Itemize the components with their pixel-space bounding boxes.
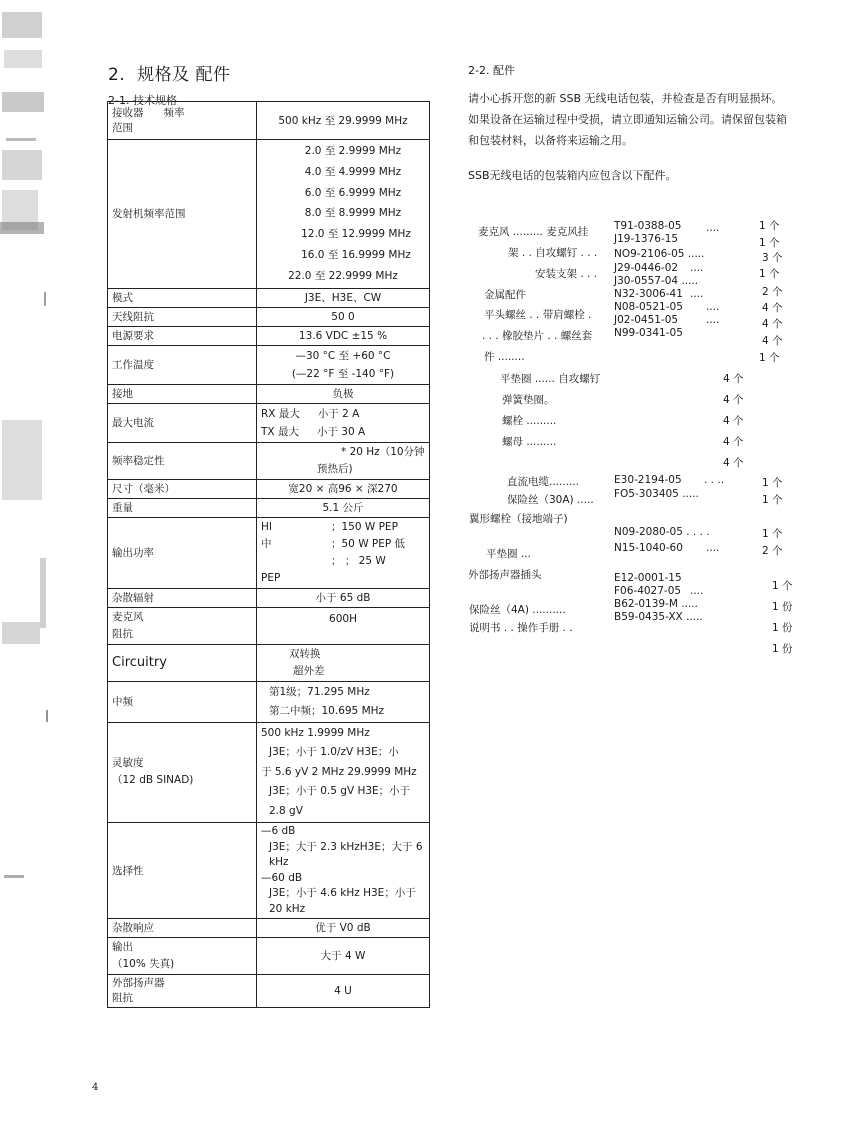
leader-dots: ....: [706, 314, 720, 326]
part-number: B59-0435-XX .....: [614, 611, 703, 623]
spec-value-ant: 50 0: [257, 307, 430, 326]
qty: 4 个: [723, 394, 744, 406]
part-number: NO9-2106-05 .....: [614, 248, 705, 260]
spec-label-mode: 模式: [108, 288, 257, 307]
qty: 2 个: [762, 545, 783, 557]
section-title: [108, 60, 231, 85]
spec-label-spk: 外部扬声器 阻抗: [108, 975, 257, 1008]
qty: 1 个: [762, 528, 783, 540]
qty: 4 个: [723, 373, 744, 385]
spec-value-ground: 负极: [257, 384, 430, 403]
qty: 3 个: [762, 252, 783, 264]
section-title-text: 规格及 配件: [137, 65, 231, 85]
part-number: E30-2194-05: [614, 474, 682, 486]
leader-dots: . . ..: [704, 474, 725, 486]
qty: 1 个: [772, 580, 793, 592]
spec-value-if: 第1级；71.295 MHz 第二中频；10.695 MHz: [257, 681, 430, 722]
unpack-para-2: 如果设备在运输过程中受损，请立即通知运输公司。请保留包装箱: [468, 113, 787, 126]
spec-value-spur: 小于 65 dB: [257, 588, 430, 607]
unpack-para-1: 请小心拆开您的新 SSB 无线电话包装，并检查是否有明显损坏。: [468, 92, 783, 105]
qty: 1 个: [759, 352, 780, 364]
qty: 1 个: [759, 237, 780, 249]
spec-label-weight: 重量: [108, 498, 257, 517]
acc-item: 金属配件: [484, 289, 526, 301]
spec-value-weight: 5.1 公斤: [257, 498, 430, 517]
spec-value-freq: 500 kHz 至 29.9999 MHz: [257, 102, 430, 140]
qty: 1 个: [762, 477, 783, 489]
part-number: B62-0139-M .....: [614, 598, 698, 610]
spec-label-spur: 杂散辐射: [108, 588, 257, 607]
page-number: 4: [92, 1082, 99, 1093]
part-number: N08-0521-05: [614, 301, 683, 313]
unpack-para-3: 和包装材料，以备将来运输之用。: [468, 134, 633, 147]
spec-table: [107, 101, 430, 1008]
qty: 4 个: [723, 457, 744, 469]
leader-dots: ....: [706, 222, 720, 234]
part-number: N09-2080-05 . . . .: [614, 526, 710, 538]
leader-dots: ....: [690, 262, 704, 274]
qty: 1 份: [772, 622, 793, 634]
qty: 4 个: [762, 302, 783, 314]
spec-label-size: 尺寸（毫米）: [108, 479, 257, 498]
part-number: J29-0446-02: [614, 262, 679, 274]
acc-item: 直流电缆.........: [507, 476, 580, 488]
acc-item: 外部扬声器插头: [468, 569, 542, 581]
spec-value-tx: 2.0 至 2.9999 MHz 4.0 至 4.9999 MHz 6.0 至 6.9999 MHz 8.0 至 8.9999 MHz 12.0 至 12.9999 MHz 16.0 至 16.9999 MHz 22.0 至 22.9999 MHz: [257, 140, 430, 289]
spec-value-aout: 大于 4 W: [257, 938, 430, 975]
acc-item: 弹簧垫圈。: [502, 394, 555, 406]
part-number: T91-0388-05: [614, 220, 682, 232]
spec-label-mic: 麦克风 阻抗: [108, 607, 257, 644]
spec-label-current: 最大电流: [108, 403, 257, 442]
part-number: N99-0341-05: [614, 327, 683, 339]
acc-item: 螺栓 .........: [502, 415, 557, 427]
spec-label-stab: 频率稳定性: [108, 442, 257, 479]
spec-label-ground: 接地: [108, 384, 257, 403]
leader-dots: ....: [690, 585, 704, 597]
part-number: F06-4027-05: [614, 585, 682, 597]
spec-label-spurresp: 杂散响应: [108, 919, 257, 938]
qty: 1 个: [762, 494, 783, 506]
spec-value-mic: 600H: [257, 607, 430, 644]
spec-value-sel: —6 dB J3E；大于 2.3 kHzH3E；大于 6 kHz —60 dB J3E；小于 4.6 kHz H3E；小于 20 kHz: [257, 823, 430, 919]
spec-value-power: 13.6 VDC ±15 %: [257, 326, 430, 345]
qty: 4 个: [762, 318, 783, 330]
spec-value-temp: —30 °C 至 +60 °C (—22 °F 至 -140 °F): [257, 345, 430, 384]
qty: 1 个: [759, 268, 780, 280]
spec-value-output: HI ；150 W PEP 中 ；50 W PEP 低 ； ； 25 W PEP: [257, 517, 430, 588]
part-number: FO5-303405 .....: [614, 488, 699, 500]
acc-item: 安装支架 . . .: [535, 268, 598, 280]
spec-value-spurresp: 优于 V0 dB: [257, 919, 430, 938]
qty: 1 份: [772, 601, 793, 613]
qty: 1 份: [772, 643, 793, 655]
spec-value-mode: J3E、H3E、CW: [257, 288, 430, 307]
acc-item: . . . 橡胶垫片 . . 螺丝套: [482, 330, 593, 342]
acc-item: 件 ........: [484, 351, 525, 363]
spec-value-spk: 4 U: [257, 975, 430, 1008]
accessories-title: 2-2. 配件: [468, 64, 515, 77]
qty: 4 个: [723, 415, 744, 427]
part-number: J19-1376-15: [614, 233, 679, 245]
spec-value-current: RX 最大 小于 2 A TX 最大 小于 30 A: [257, 403, 430, 442]
spec-label-if: 中频: [108, 681, 257, 722]
spec-label-sel: 选择性: [108, 823, 257, 919]
part-number: N15-1040-60: [614, 542, 683, 554]
qty: 4 个: [723, 436, 744, 448]
leader-dots: ....: [706, 542, 720, 554]
section-number: 2.: [108, 65, 126, 85]
scan-edge-noise: [0, 10, 48, 910]
spec-value-sens: 500 kHz 1.9999 MHz J3E；小于 1.0/zV H3E；小 于 5.6 yV 2 MHz 29.9999 MHz J3E；小于 0.5 gV H3E；小于 2.8 gV: [257, 722, 430, 823]
acc-item: 螺母 .........: [502, 436, 557, 448]
acc-item: 说明书 . . 操作手册 . .: [469, 622, 573, 634]
acc-item: 平垫圈 ...... 自攻螺钉: [500, 373, 601, 385]
acc-item: 翼形螺栓（接地端子): [469, 513, 568, 525]
part-number: J02-0451-05: [614, 314, 679, 326]
qty: 1 个: [759, 220, 780, 232]
spec-label-aout: 输出 （10% 失真): [108, 938, 257, 975]
spec-label-temp: 工作温度: [108, 345, 257, 384]
spec-title: 2-1. 技术规格: [108, 94, 177, 107]
spec-label-tx: 发射机频率范围: [108, 140, 257, 289]
acc-item: 保险丝（30A) .....: [507, 494, 594, 506]
leader-dots: ....: [690, 288, 704, 300]
box-intro: SSB无线电话的包装箱内应包含以下配件。: [468, 169, 677, 182]
spec-label-ant: 天线阻抗: [108, 307, 257, 326]
acc-item: 保险丝（4A) ..........: [469, 604, 566, 616]
acc-item: 架 . . 自攻螺钉 . . .: [508, 247, 598, 259]
spec-label-power: 电源要求: [108, 326, 257, 345]
spec-value-stab: * 20 Hz（10分钟 预热后): [257, 442, 430, 479]
spec-label-freq: 接收器 频率 范围: [108, 102, 257, 140]
acc-item: 麦克风 ......... 麦克风挂: [478, 226, 589, 238]
spec-label-sens: 灵敏度 （12 dB SINAD): [108, 722, 257, 823]
qty: 2 个: [762, 286, 783, 298]
part-number: E12-0001-15: [614, 572, 682, 584]
acc-item: 平头螺丝 . . 带肩螺栓 .: [484, 309, 592, 321]
qty: 4 个: [762, 335, 783, 347]
part-number: N32-3006-41: [614, 288, 683, 300]
spec-value-size: 宽20 × 高96 × 深270: [257, 479, 430, 498]
leader-dots: ....: [706, 301, 720, 313]
spec-value-circuit: 双转换 超外差: [257, 644, 430, 681]
acc-item: 平垫圈 ...: [486, 548, 531, 560]
spec-label-output: 输出功率: [108, 517, 257, 588]
part-number: J30-0557-04 .....: [614, 275, 699, 287]
spec-label-circuit: Circuitry: [108, 644, 257, 681]
